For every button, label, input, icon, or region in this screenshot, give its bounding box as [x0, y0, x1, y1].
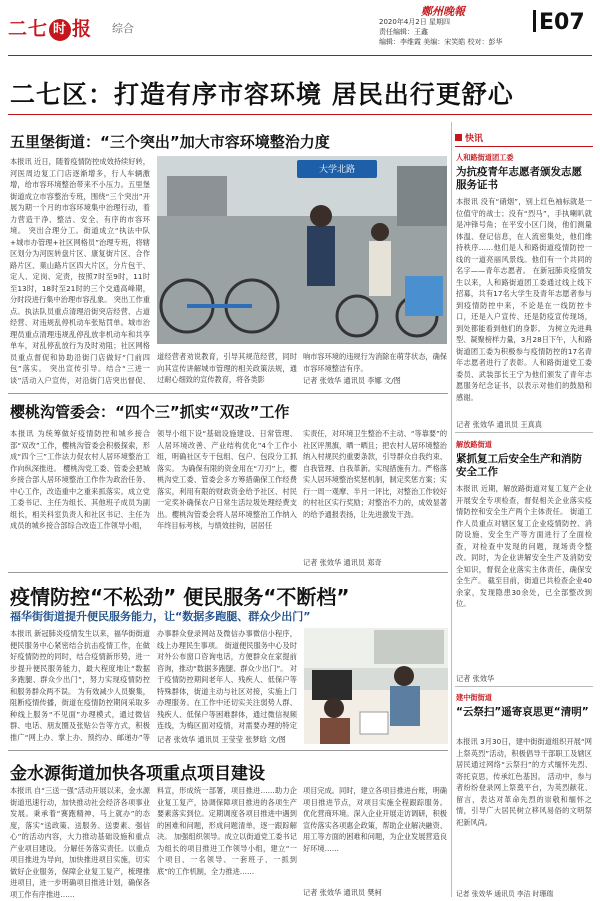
- article3-byline: 记者 张效华 通讯员 王莹莹 张梦晗 文/图: [157, 735, 286, 744]
- article2-col1: 本报讯 为统筹做好疫情防控和城乡接合部“双改”工作，樱桃沟管委会积极探索，形成“四个三”工作法力促农村人居环境整治工作向纵深推进。 樱桃沟党工委、管委会把城乡接合部人居环境整治工作作为政治任务、中心工作，改造重中之重来抓落实。成立党工委书记、主任为组长、其他班子成员为副组长，相关科室负责人和社区书记、主任为成员的城乡接合部综合改造工作领导小组，: [10, 429, 150, 530]
- article3-subtitle: 福华街街道提升便民服务能力，让“数据多跑腿、群众少出门”: [10, 610, 311, 623]
- right-item3-title: “云祭扫”遥寄哀思更“清明”: [456, 706, 589, 718]
- right-item3-text: 本报讯 3月30日，建中街街道组织开展“网上祭英烈”活动，积极倡导干部职工及辖区居民通过网络“云祭扫”的方式缅怀先烈、寄托哀思，传承红色基因。 活动中，参与者纷纷登录网上祭奠平台，为英烈献花、留言，表达对革命先烈的崇敬和缅怀之情，引导广大居民树立移风易俗的文明祭祀新风尚。: [456, 737, 592, 827]
- brand-left: 二七: [8, 18, 49, 40]
- article4-col3: 项目完成。同时，建立各项目推进台账，明确项目推进节点，对项目实施全程跟踪服务。 优化营商环境。深入企业开展走访调研，积极宣传落实各项惠企政策，帮助企业解决融资、用工等方面的困难和问题，为企业发展营造良好环境……: [303, 786, 447, 853]
- main-headline: 二七区：打造有序市容环境 居民出行更舒心: [10, 80, 514, 109]
- article3-photo: [304, 628, 448, 744]
- article3-title: 疫情防控“不松劲” 便民服务“不断档”: [10, 585, 350, 609]
- article2-byline: 记者 张效华 通讯员 郑奇: [303, 558, 382, 567]
- publication-meta: [379, 17, 502, 47]
- column-divider: [451, 122, 452, 897]
- editor-line-2: 编辑：李维霞 美编：宋笑皓 校对：彭华: [379, 38, 503, 46]
- article2-divider: [8, 572, 448, 573]
- right-item3-byline: 记者 张效华 通讯员 李洁 时珊瑞: [456, 890, 554, 898]
- edition-letter: E: [539, 10, 555, 35]
- edition-bar: [533, 10, 536, 32]
- article3-col2: 办事群众登录网站及微信办事微信小程序，线上办理民生事项。 街道便民服务中心及时对外公布窗口咨询电话，方便群众在家提前咨询，推动“数据多跑腿、群众少出门”。 对于疫情防控期间老年人、残疾人、低保户等特殊群体，街道主动与社区对接，实施上门办理服务。在工作中还切实关注弱势人群、残疾人、低保户等困难群体，通过微信视频连线，为梅区面对疫情，对需要办理的特定: [157, 629, 297, 730]
- edition-digits: 07: [554, 10, 585, 35]
- right-item2-byline: 记者 张效华: [456, 674, 495, 683]
- right-item2-text: 本报讯 近期，解放路街道对复工复产企业开展安全专项检查，督促相关企业落实疫情防控和安全生产两个主体责任。 街道工作人员重点对辖区复工企业疫情防控、消防设施、安全生产等方面进行了全面检查，对检查中发现的问题，现场责令整改。同时，为企业讲解安全生产及消防安全知识，督促企业落实主体责任，确保安全生产。 截至目前，街道已共检查企业40余家，发现隐患30余处，已全部整改到位。: [456, 484, 592, 608]
- right-item3-kicker: 建中街街道: [456, 693, 492, 702]
- article4-col1: 本报讯 自“三送一强”活动开展以来，金水源街道迅速行动，加快推动社会经济各项事业发展。秉承着“赛跑精神、马上就办”的态度，落实“送政策、送服务、送要素、强信心”的活动内容，大力推动基础设施和重点产业项目建设。 分解任务落实责任。以重点项目推进为导向，加快推进项目实施，切实做好企业服务，保障企业复工复产，梳理推进项目，进一步明确项目推进计划，确保各项工作有序推进……: [10, 786, 150, 899]
- article2-col3: 实责任，对环境卫生整治不主动、“等靠要”的社区评黑旗，晒一晒且；把农村人居环境整治纳入村规民约重要条款，引导群众自我约束、自我管理、自我革新。实现措施有力。严格落实人居环境整治奖惩机制，制定奖惩方案；实行一周一观摩、半月一评比，对整治工作较好的村社区实行奖励；对整治不力的，成效显著的给予通报表扬，让先进激发干劲。: [303, 429, 447, 519]
- news-flash-label: [455, 131, 483, 144]
- article3-divider: [8, 750, 448, 751]
- right-item1-kicker: 人和路街道团工委: [456, 153, 514, 162]
- article2-col2: 领导小组下设“基础设施建设、日常管理、人居环境改善、产业结构优化”4个工作小组，明确社区专干包组、包户、包段分工抓落实。 为确保有限的资金用在“刀刃”上，樱桃沟党工委、管委会多方筹措确保工作经费落实，利用有限的财政资金给予社区、村民一定奖补确保农户日常生活垃圾处理经费支出。樱桃沟管委会将人居环境整治工作纳入年终目标考核，与绩效挂钩，居居任: [157, 429, 297, 530]
- article4-title: 金水源街道加快各项重点项目建设: [10, 764, 265, 784]
- article1-col3: 道经营者劝说教育，引导其规范经营，同时向其宣传讲解城市管理的相关政策法规，通过耐心细致的宣传教育，将各类影: [157, 352, 297, 384]
- street-sign: 大学北路: [318, 165, 355, 175]
- newspaper-brand: [8, 14, 92, 41]
- header-divider: [8, 55, 592, 56]
- flash-square-icon: [455, 134, 462, 141]
- brand-circle-icon: 时: [49, 19, 71, 41]
- right-item1-title: 为抗疫青年志愿者颁发志愿服务证书: [456, 166, 582, 191]
- editor-line-1: 责任编辑：王鑫: [379, 28, 428, 36]
- headline-divider: [8, 114, 592, 115]
- article1-byline: 记者 张效华 通讯员 李娜 文/图: [303, 376, 401, 385]
- article1-title: 五里堡街道：“三个突出”加大市容环境整治力度: [10, 133, 330, 151]
- news-flash-text: 快讯: [465, 134, 484, 144]
- article1-col4: 响市容环境的违规行为消除在萌芽状态，确保市容环境整洁有序。: [303, 352, 447, 373]
- article4-col2: 料宣，形成统一部署，项目推进……助力企业复工复产，协调保障项目推进的各项生产要素落实到位。定期调度各项目推进中遇到的困难和问题，形成问题清单，逐一跟踪解决。 加强组织领导。成立以街道党工委书记为组长的项目推进工作领导小组，建立“一个项目、一名领导、一套班子、一抓到底”的工作机制，全力推进……: [157, 786, 297, 876]
- flash-divider: [455, 146, 593, 147]
- article4-byline: 记者 张效华 通讯员 樊柯: [303, 888, 382, 897]
- right-item1-text: 本报讯 没有“硝烟”，别上红色袖标就是一位值守的战士；没有“烈马”，手执喇叭就是冲锋号角；在平安小区门岗，他们测量体温、登记信息，在人流密集处，他们维持秩序……他们是人和路街道疫情防控一线的一道亮丽风景线。他们有一个共同的名字——青年志愿者。 在新冠肺炎疫情发生以来，人和路街道团工委通过线上线下招募，共有17名大学生及青年志愿者参与到疫情防控中来，不论是在一线防控卡口，还是入户宣传、还是防疫宣传现场，到处都能看到他们的身影。 为树立先进典型、凝聚榜样力量，3月28日下午，人和路街道团工委为积极参与疫情防控的17名青年志愿者进行了表彰。人和路街道党工委委员、武装部长王宁为他们颁发了青年志愿服务纪念证书，以表示对他们的鼓励和感谢。: [456, 197, 592, 402]
- article1-col1: 本报讯 近日，随着疫情防控成效持续好转，河医周边复工门店逐渐增多，行人车辆激增，给市容环境整治带来不小压力。五里堡街道成立市容整治专班，围绕“三个突出”开展为期一个月的市容环境集中治理行动，着力营造干净、整洁、安全、有序的市容环境。 突出合理分工。街道成立“执法中队+城市办管理+社区网格员”治理专班，将辖区划分为河医转盘片区、康复街片区、合作路片区、菓山路片区四大片区，分片包干、定人、定岗、定责，按照7时至9时，11时至13时，18时至21时的三个交通高峰期，分时段进行集中治理市容乱象。 突出工作重点。执法队员重点清理沿街突店经营、占道经营、对违规乱停机动车张贴罚单。城市治理员重点清理违规乱停乱放非机动车和共享单车，对乱停乱放行为及时劝阻；社区网格员重点督促和协助沿街门店做好“门前四包”落实。 突出宣传引导。结合“三进一谈”活动入户宣传，对沿街门店突出督促、: [10, 157, 150, 385]
- edition-number: [533, 10, 585, 35]
- section-label: 综合: [112, 22, 134, 35]
- right-divider-2: [455, 686, 593, 687]
- article2-title: 樱桃沟管委会：“四个三”抓实“双改”工作: [10, 403, 290, 421]
- right-item2-kicker: 解放路街道: [456, 440, 492, 449]
- right-divider-1: [455, 432, 593, 433]
- date-line: 2020年4月2日 星期四: [379, 18, 450, 26]
- article1-divider: [8, 393, 448, 394]
- right-item2-title: 紧抓复工后安全生产和消防安全工作: [456, 453, 582, 478]
- brand-right: 报: [72, 18, 93, 40]
- article1-photo: [157, 156, 447, 344]
- masthead-logo: 鄭州晚報: [421, 5, 465, 18]
- right-item1-byline: 记者 张效华 通讯员 王真真: [456, 420, 542, 429]
- article3-col1: 本报讯 新冠肺炎疫情发生以来，福华街街道便民服务中心紧密结合抗击疫情工作，在做好疫情防控的同时，结合疫情新形势，进一步提升便民服务能力，最大程度地让“数据多跑腿、群众少出门”，努力实现疫情防控和服务群众两不误。 为有效减少人员聚集，阻断疫情传播，街道在疫情防控期间采取多种线上服务“不见面”办理模式，通过微信群、电话、朋友圈及张贴公告等方式，积极推广“网上办、掌上办、预约办、邮递办”等: [10, 629, 150, 742]
